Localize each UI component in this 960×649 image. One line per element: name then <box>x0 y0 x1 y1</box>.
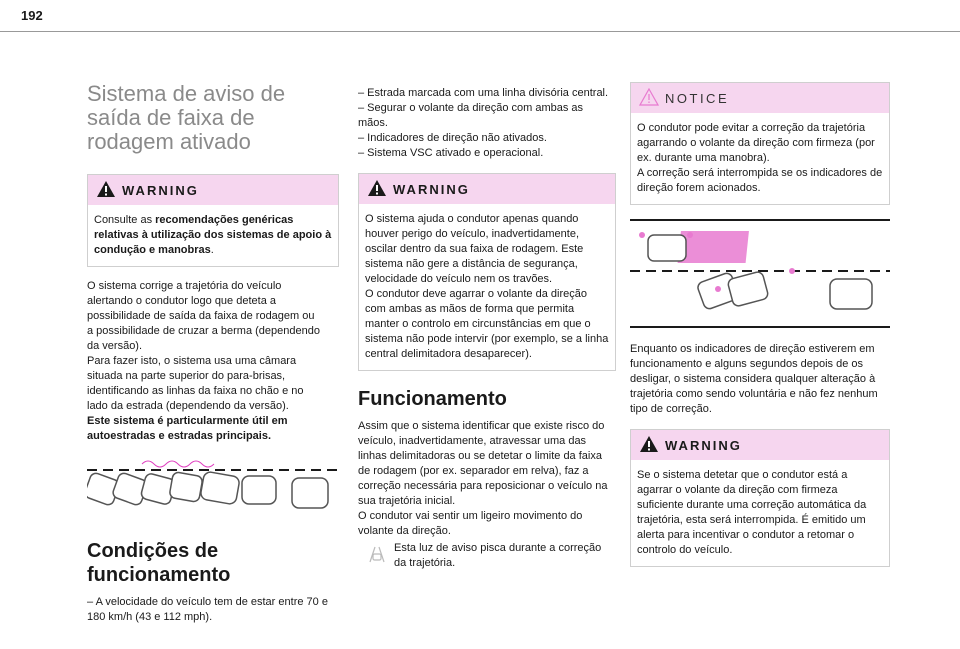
page-number: 192 <box>21 8 43 23</box>
notice-box <box>630 82 890 205</box>
condition-item: – Sistema VSC ativado e operacional. <box>358 147 544 159</box>
section-title <box>87 82 339 154</box>
warning-header <box>359 174 615 204</box>
section-title-line-2: saída de faixa de <box>87 105 255 130</box>
intro-line: situada na parte superior do para-brisas, <box>87 370 286 382</box>
intro-line: identificando as linhas da faixa no chão e no <box>87 385 304 397</box>
warning-box <box>630 429 890 567</box>
warning-label: WARNING <box>122 183 199 198</box>
notice-text: O condutor pode evitar a correção da trajetória agarrando o volante da direção com firmeza (por ex. durante uma manobra). <box>637 122 875 164</box>
operation-paragraph: Assim que o sistema identificar que existe risco do veículo, inadvertidamente, atravessar uma das linhas delimitadoras ou se detetar o limite da faixa de rodagem (por ex. separador em relva), faz a correção necessária para reposicionar o veículo na sua trajetória inicial. <box>358 420 608 507</box>
notice-label: NOTICE <box>665 91 730 106</box>
notice-header <box>631 83 889 113</box>
warning-light-note <box>358 541 616 571</box>
page-header <box>0 0 960 52</box>
warning-box <box>358 173 616 371</box>
warning-body <box>631 460 889 566</box>
warning-body <box>359 204 615 370</box>
intro-line: Para fazer isto, o sistema usa uma câmara <box>87 355 297 367</box>
warning-text: O sistema ajuda o condutor apenas quando houver perigo do veículo, inadvertidamente, oscilar dentro da sua faixa de rodagem. Este sistema não gere a distância de segurança, velocidade do veículo nem os travões. <box>365 213 584 285</box>
car-trajectory-illustration <box>87 456 339 520</box>
warning-triangle-icon <box>96 180 116 198</box>
warning-text: Se o sistema detetar que o condutor está a agarrar o volante da direção com firmeza suficiente durante uma correção automática da trajetória, esta será interrompida. É emitido um alerta para incentivar o condutor a retomar o controlo do veículo. <box>637 469 867 556</box>
column-2 <box>358 86 616 571</box>
intro-line: possibilidade de saída da faixa de rodagem ou <box>87 310 315 322</box>
warning-light-text: Esta luz de aviso pisca durante a correção da trajetória. <box>394 542 602 569</box>
intro-line: da versão). <box>87 340 143 352</box>
column-3 <box>630 82 890 579</box>
operation-paragraph-2: O condutor vai sentir um ligeiro movimento do volante da direção. <box>358 510 583 537</box>
warning-header <box>88 175 338 205</box>
condition-speed: – A velocidade do veículo tem de estar entre 70 e 180 km/h (43 e 112 mph). <box>87 596 328 623</box>
operation-heading: Funcionamento <box>358 388 507 410</box>
warning-triangle-icon <box>639 435 659 453</box>
header-divider <box>0 31 960 32</box>
warning-body <box>88 205 338 266</box>
intro-line: O sistema corrige a trajetória do veículo <box>87 280 282 292</box>
warning-text-prefix: Consulte as <box>94 214 156 226</box>
intro-line: a possibilidade de cruzar a berma (dependendo <box>87 325 320 337</box>
lane-correction-diagram <box>87 456 339 525</box>
warning-text-suffix: . <box>210 244 214 256</box>
conditions-list <box>358 86 616 161</box>
conditions-heading: Condições de funcionamento <box>87 540 231 586</box>
lane-change-illustration <box>630 221 890 321</box>
section-title-line-3: rodagem ativado <box>87 129 251 154</box>
condition-item: – Indicadores de direção não ativados. <box>358 132 547 144</box>
warning-text <box>94 213 332 258</box>
warning-text-2: O condutor deve agarrar o volante da direção com ambas as mãos de forma que permita manter o controlo em circunstâncias em que o sistema não pode intervir (por exemplo, se a linha central delimitadora desaparecer). <box>365 288 609 360</box>
lane-warning-light-icon <box>366 543 388 563</box>
intro-line: lado da estrada (dependendo da versão). <box>87 400 289 412</box>
warning-box <box>87 174 339 267</box>
warning-label: WARNING <box>393 182 470 197</box>
warning-header <box>631 430 889 460</box>
column-1 <box>87 82 339 625</box>
intro-bold: Este sistema é particularmente útil em autoestradas e estradas principais. <box>87 415 288 442</box>
warning-label: WARNING <box>665 438 742 453</box>
notice-body <box>631 113 889 204</box>
intro-line: alertando o condutor logo que deteta a <box>87 295 276 307</box>
indicator-paragraph: Enquanto os indicadores de direção estiverem em funcionamento e alguns segundos depois de os desligar, o sistema considera qualquer alteração à trajetória como sendo voluntária e não fez nenhum tipo de correção. <box>630 343 878 415</box>
condition-item: – Estrada marcada com uma linha divisória central. <box>358 87 609 99</box>
lane-change-diagram <box>630 219 890 328</box>
notice-text-2: A correção será interrompida se os indicadores de direção forem acionados. <box>637 167 883 194</box>
intro-paragraph <box>87 279 339 414</box>
notice-triangle-icon <box>639 88 659 106</box>
warning-text-bold: recomendações genéricas relativas à utilização dos sistemas de apoio à condução e manobras <box>94 214 332 256</box>
section-title-line-1: Sistema de aviso de <box>87 81 286 106</box>
warning-triangle-icon <box>367 179 387 197</box>
condition-item: – Segurar o volante da direção com ambas as mãos. <box>358 102 584 129</box>
